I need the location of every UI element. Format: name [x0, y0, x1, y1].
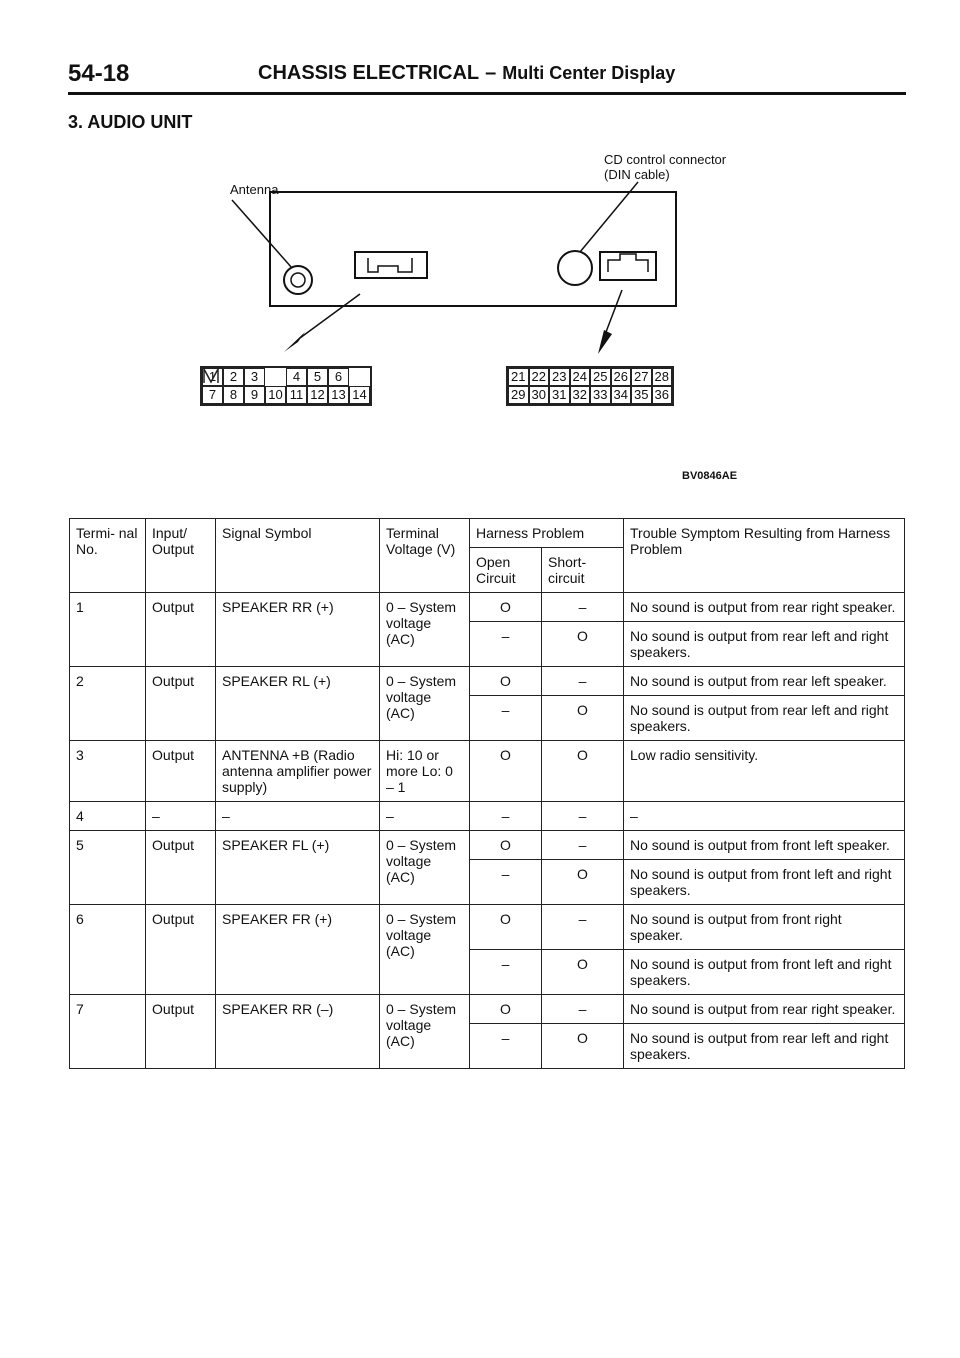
- cell-io: –: [146, 802, 216, 831]
- cell-signal: SPEAKER FR (+): [216, 905, 380, 995]
- cell-open: O: [470, 741, 542, 802]
- cell-signal: –: [216, 802, 380, 831]
- cell-voltage: 0 – System voltage (AC): [380, 831, 470, 905]
- pin-21: 21: [508, 368, 529, 386]
- cell-open: O: [470, 593, 542, 622]
- pin-7: 7: [202, 386, 223, 404]
- cell-open: O: [470, 905, 542, 950]
- section-title: 3. AUDIO UNIT: [68, 112, 193, 132]
- pin-29: 29: [508, 386, 529, 404]
- cell-short: O: [542, 622, 624, 667]
- col-terminal-no: Termi- nal No.: [70, 519, 146, 593]
- pin-32: 32: [570, 386, 591, 404]
- pin-11: 11: [286, 386, 307, 404]
- cell-symptom: No sound is output from rear left and right speakers.: [624, 696, 905, 741]
- cell-open: –: [470, 1024, 542, 1069]
- pin-25: 25: [590, 368, 611, 386]
- cell-symptom: No sound is output from front right speaker.: [624, 905, 905, 950]
- cell-voltage: 0 – System voltage (AC): [380, 995, 470, 1069]
- table-row: [70, 593, 905, 622]
- col-open-circuit: Open Circuit: [470, 548, 542, 593]
- pin-35: 35: [631, 386, 652, 404]
- antenna-jack-icon: [284, 266, 312, 294]
- cell-symptom: No sound is output from front left and right speakers.: [624, 860, 905, 905]
- pin-27: 27: [631, 368, 652, 386]
- audio-unit-drawing: [0, 140, 960, 500]
- cell-io: Output: [146, 831, 216, 905]
- pin-10: 10: [265, 386, 286, 404]
- cell-terminal-no: 3: [70, 741, 146, 802]
- cell-io: Output: [146, 593, 216, 667]
- cell-signal: SPEAKER RL (+): [216, 667, 380, 741]
- pin-12: 12: [307, 386, 328, 404]
- cell-symptom: Low radio sensitivity.: [624, 741, 905, 802]
- pin-22: 22: [529, 368, 550, 386]
- col-short-circuit: Short- circuit: [542, 548, 624, 593]
- table-row: [70, 831, 905, 860]
- cell-terminal-no: 2: [70, 667, 146, 741]
- cell-symptom: –: [624, 802, 905, 831]
- cd-connector-label-line2: (DIN cable): [604, 167, 670, 182]
- pin-23: 23: [549, 368, 570, 386]
- col-signal-symbol: Signal Symbol: [216, 519, 380, 593]
- table-row: [70, 802, 905, 831]
- pin-34: 34: [611, 386, 632, 404]
- cell-signal: SPEAKER RR (+): [216, 593, 380, 667]
- cell-voltage: Hi: 10 or more Lo: 0 – 1: [380, 741, 470, 802]
- cell-short: O: [542, 741, 624, 802]
- cell-open: –: [470, 622, 542, 667]
- cell-short: –: [542, 905, 624, 950]
- pin-3: 3: [244, 368, 265, 386]
- pin-14: 14: [349, 386, 370, 404]
- cell-io: Output: [146, 995, 216, 1069]
- pin-26: 26: [611, 368, 632, 386]
- key-slot: [265, 368, 286, 384]
- cell-io: Output: [146, 905, 216, 995]
- cell-open: O: [470, 831, 542, 860]
- col-input-output: Input/ Output: [146, 519, 216, 593]
- terminal-table: [69, 518, 905, 1069]
- pin-36: 36: [652, 386, 673, 404]
- pin-30: 30: [529, 386, 550, 404]
- pin-9: 9: [244, 386, 265, 404]
- cell-terminal-no: 5: [70, 831, 146, 905]
- pin-8: 8: [223, 386, 244, 404]
- cell-voltage: –: [380, 802, 470, 831]
- connector-a-face: [200, 366, 372, 406]
- pin-31: 31: [549, 386, 570, 404]
- table-row: [70, 995, 905, 1024]
- header-rule: [68, 92, 906, 95]
- header-separator: –: [485, 62, 497, 84]
- cell-symptom: No sound is output from front left and right speakers.: [624, 950, 905, 995]
- pin-4: 4: [286, 368, 307, 386]
- cell-terminal-no: 4: [70, 802, 146, 831]
- cell-voltage: 0 – System voltage (AC): [380, 593, 470, 667]
- cell-open: O: [470, 995, 542, 1024]
- audio-unit-diagram: [0, 140, 960, 500]
- cell-short: O: [542, 696, 624, 741]
- page-number: 54-18: [68, 60, 130, 87]
- cell-signal: SPEAKER FL (+): [216, 831, 380, 905]
- cell-symptom: No sound is output from front left speaker.: [624, 831, 905, 860]
- cell-open: –: [470, 950, 542, 995]
- pin-5: 5: [307, 368, 328, 386]
- cell-symptom: No sound is output from rear left speaker.: [624, 667, 905, 696]
- cell-terminal-no: 6: [70, 905, 146, 995]
- cell-signal: ANTENNA +B (Radio antenna amplifier power supply): [216, 741, 380, 802]
- cell-io: Output: [146, 741, 216, 802]
- main-connector-icon: [355, 252, 427, 278]
- cell-voltage: 0 – System voltage (AC): [380, 905, 470, 995]
- cell-short: O: [542, 950, 624, 995]
- figure-code: BV0846AE: [682, 470, 738, 482]
- table-header-row: [70, 519, 905, 548]
- pin-13: 13: [328, 386, 349, 404]
- col-harness-problem: Harness Problem: [470, 519, 624, 548]
- pin-blank: [349, 368, 370, 384]
- cell-symptom: No sound is output from rear right speaker.: [624, 995, 905, 1024]
- cell-open: –: [470, 696, 542, 741]
- cell-short: –: [542, 802, 624, 831]
- header-subtitle: Multi Center Display: [502, 63, 676, 83]
- header-title: [258, 62, 675, 85]
- cell-short: O: [542, 1024, 624, 1069]
- pin-33: 33: [590, 386, 611, 404]
- connector-b-face: [506, 366, 674, 406]
- cell-short: O: [542, 860, 624, 905]
- cell-signal: SPEAKER RR (–): [216, 995, 380, 1069]
- pin-24: 24: [570, 368, 591, 386]
- cell-symptom: No sound is output from rear left and right speakers.: [624, 622, 905, 667]
- key-notch-icon: [202, 368, 220, 384]
- cell-terminal-no: 7: [70, 995, 146, 1069]
- cell-short: –: [542, 593, 624, 622]
- col-trouble-symptom: Trouble Symptom Resulting from Harness Problem: [624, 519, 905, 593]
- pin-28: 28: [652, 368, 673, 386]
- cell-open: –: [470, 860, 542, 905]
- cell-short: –: [542, 667, 624, 696]
- page-header: [68, 60, 906, 96]
- cell-symptom: No sound is output from rear right speaker.: [624, 593, 905, 622]
- cell-short: –: [542, 995, 624, 1024]
- antenna-label: Antenna: [230, 182, 279, 197]
- cd-connector-label: [604, 152, 726, 182]
- cell-open: –: [470, 802, 542, 831]
- table-row: [70, 741, 905, 802]
- cell-voltage: 0 – System voltage (AC): [380, 667, 470, 741]
- cell-open: O: [470, 667, 542, 696]
- cd-round-jack-icon: [558, 251, 592, 285]
- header-main-title: CHASSIS ELECTRICAL: [258, 62, 480, 84]
- cell-short: –: [542, 831, 624, 860]
- cell-symptom: No sound is output from rear left and right speakers.: [624, 1024, 905, 1069]
- table-row: [70, 905, 905, 950]
- col-terminal-voltage: Terminal Voltage (V): [380, 519, 470, 593]
- pin-1: 1: [202, 368, 223, 386]
- cd-connector-label-line1: CD control connector: [604, 152, 727, 167]
- table-row: [70, 667, 905, 696]
- cell-terminal-no: 1: [70, 593, 146, 667]
- pin-6: 6: [328, 368, 349, 386]
- pin-2: 2: [223, 368, 244, 386]
- cell-io: Output: [146, 667, 216, 741]
